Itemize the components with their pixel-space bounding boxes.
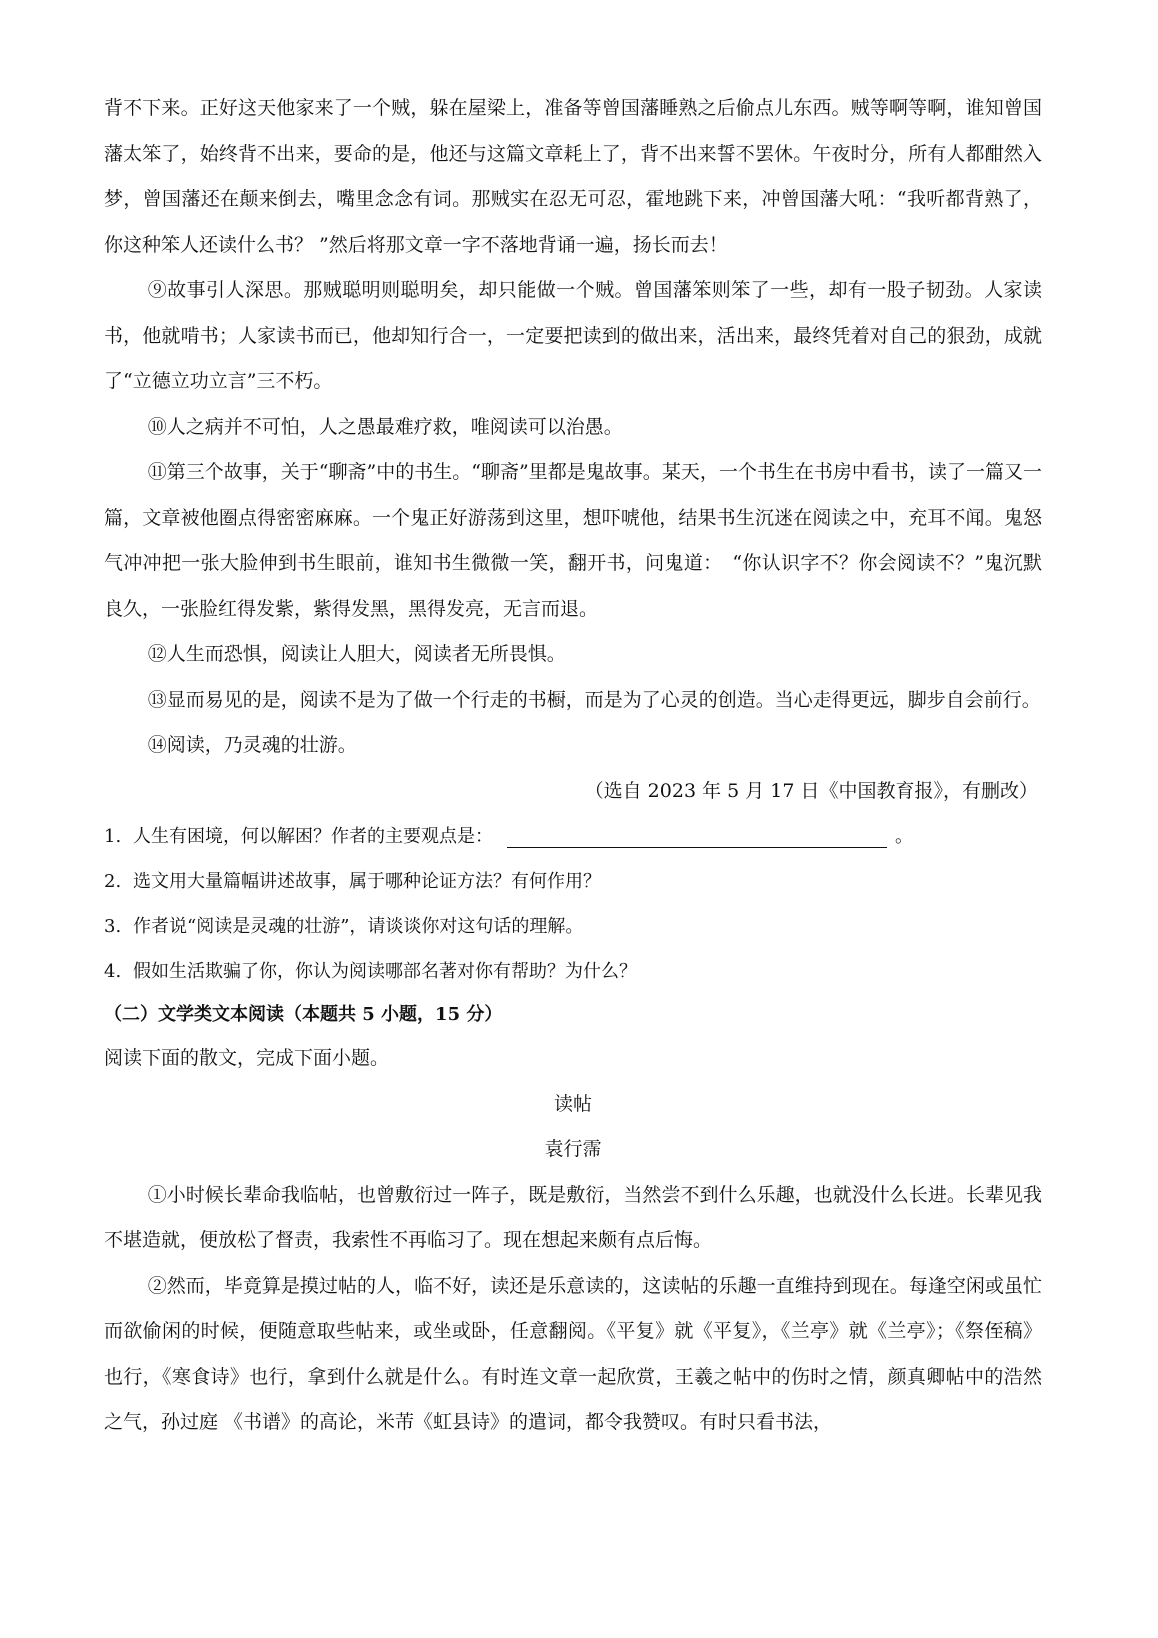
passage-paragraph: ⑨故事引人深思。那贼聪明则聪明矣，却只能做一个贼。曾国藩笨则笨了一些，却有一股子韧劲。人家读书，他就啃书；人家读书而已，他却知行合一，一定要把读到的做出来，活出来，最终凭着对自己的狠劲，成就了“立德立功立言”三不朽。 [104, 279, 1042, 392]
passage-paragraph: 背不下来。正好这天他家来了一个贼，躲在屋梁上，准备等曾国藩睡熟之后偷点儿东西。贼等啊等啊，谁知曾国藩太笨了，始终背不出来，要命的是，他还与这篇文章耗上了，背不出来誓不罢休。午夜时分，所有人都酣然入梦，曾国藩还在颠来倒去，嘴里念念有词。那贼实在忍无可忍，霍地跳下来，冲曾国藩大吼：“我听都背熟了，你这种笨人还读什么书？ ”然后将那文章一字不落地背诵一遍，扬长而去！ [104, 97, 1042, 256]
question-text: 作者说“阅读是灵魂的壮游”，请谈谈你对这句话的理解。 [133, 916, 584, 937]
question-number: 3. [104, 916, 122, 937]
passage-paragraph: ⑭阅读，乃灵魂的壮游。 [147, 734, 357, 756]
section-heading: （二）文学类文本阅读（本题共 5 小题，15 分） [104, 1004, 503, 1025]
question-text: 人生有困境，何以解困？作者的主要观点是： [133, 826, 493, 847]
question-text: 假如生活欺骗了你，你认为阅读哪部名著对你有帮助？为什么？ [133, 961, 637, 982]
question-number: 4. [104, 961, 122, 982]
passage-paragraph: ⑩人之病并不可怕，人之愚最难疗救，唯阅读可以治愚。 [147, 415, 623, 438]
question-2 [104, 859, 1042, 904]
document-page [104, 86, 1042, 1446]
article-author: 袁行霈 [544, 1138, 602, 1160]
article-title: 读帖 [553, 1092, 592, 1115]
section-instruction: 阅读下面的散文，完成下面小题。 [104, 1047, 390, 1069]
question-suffix: 。 [895, 826, 913, 847]
question-3 [104, 904, 1042, 949]
question-text: 选文用大量篇幅讲述故事，属于哪种论证方法？有何作用？ [133, 871, 601, 892]
article-paragraph: ①小时候长辈命我临帖，也曾敷衍过一阵子，既是敷衍，当然尝不到什么乐趣，也就没什么长进。长辈见我不堪造就，便放松了督责，我索性不再临习了。现在想起来颇有点后悔。 [104, 1183, 1042, 1251]
article-paragraph: ②然而，毕竟算是摸过帖的人，临不好，读还是乐意读的，这读帖的乐趣一直维持到现在。每逢空闲或虽忙而欲偷闲的时候，便随意取些帖来，或坐或卧，任意翻阅。《平复》就《平复》，《兰亭》就《兰亭》；《祭侄稿》也行，《寒食诗》也行，拿到什么就是什么。有时连文章一起欣赏，王羲之帖中的伤时之情，颜真卿帖中的浩然之气，孙过庭 《书谱》的高论，米芾《虹县诗》的遣词，都令我赞叹。有时只看书法， [104, 1274, 1042, 1433]
question-4 [104, 949, 1042, 994]
question-number: 2. [104, 871, 122, 892]
passage-paragraph: ⑬显而易见的是，阅读不是为了做一个行走的书橱，而是为了心灵的创造。当心走得更远，脚步自会前行。 [147, 688, 1041, 711]
question-number: 1. [104, 826, 122, 847]
passage-paragraph: ⑪第三个故事，关于“聊斋”中的书生。“聊斋”里都是鬼故事。某天，一个书生在书房中看书，读了一篇又一篇，文章被他圈点得密密麻麻。一个鬼正好游荡到这里，想吓唬他，结果书生沉迷在阅读之中，充耳不闻。鬼怒气冲冲把一张大脸伸到书生眼前，谁知书生微微一笑，翻开书，问鬼道： “你认识字不？你会阅读不？”鬼沉默良久，一张脸红得发紫，紫得发黑，黑得发亮，无言而退。 [104, 461, 1042, 620]
question-1 [104, 814, 1042, 859]
passage-source: （选自 2023 年 5 月 17 日《中国教育报》，有删改） [584, 779, 1038, 802]
passage-paragraph: ⑫人生而恐惧，阅读让人胆大，阅读者无所畏惧。 [147, 643, 566, 665]
answer-blank[interactable] [507, 846, 887, 848]
